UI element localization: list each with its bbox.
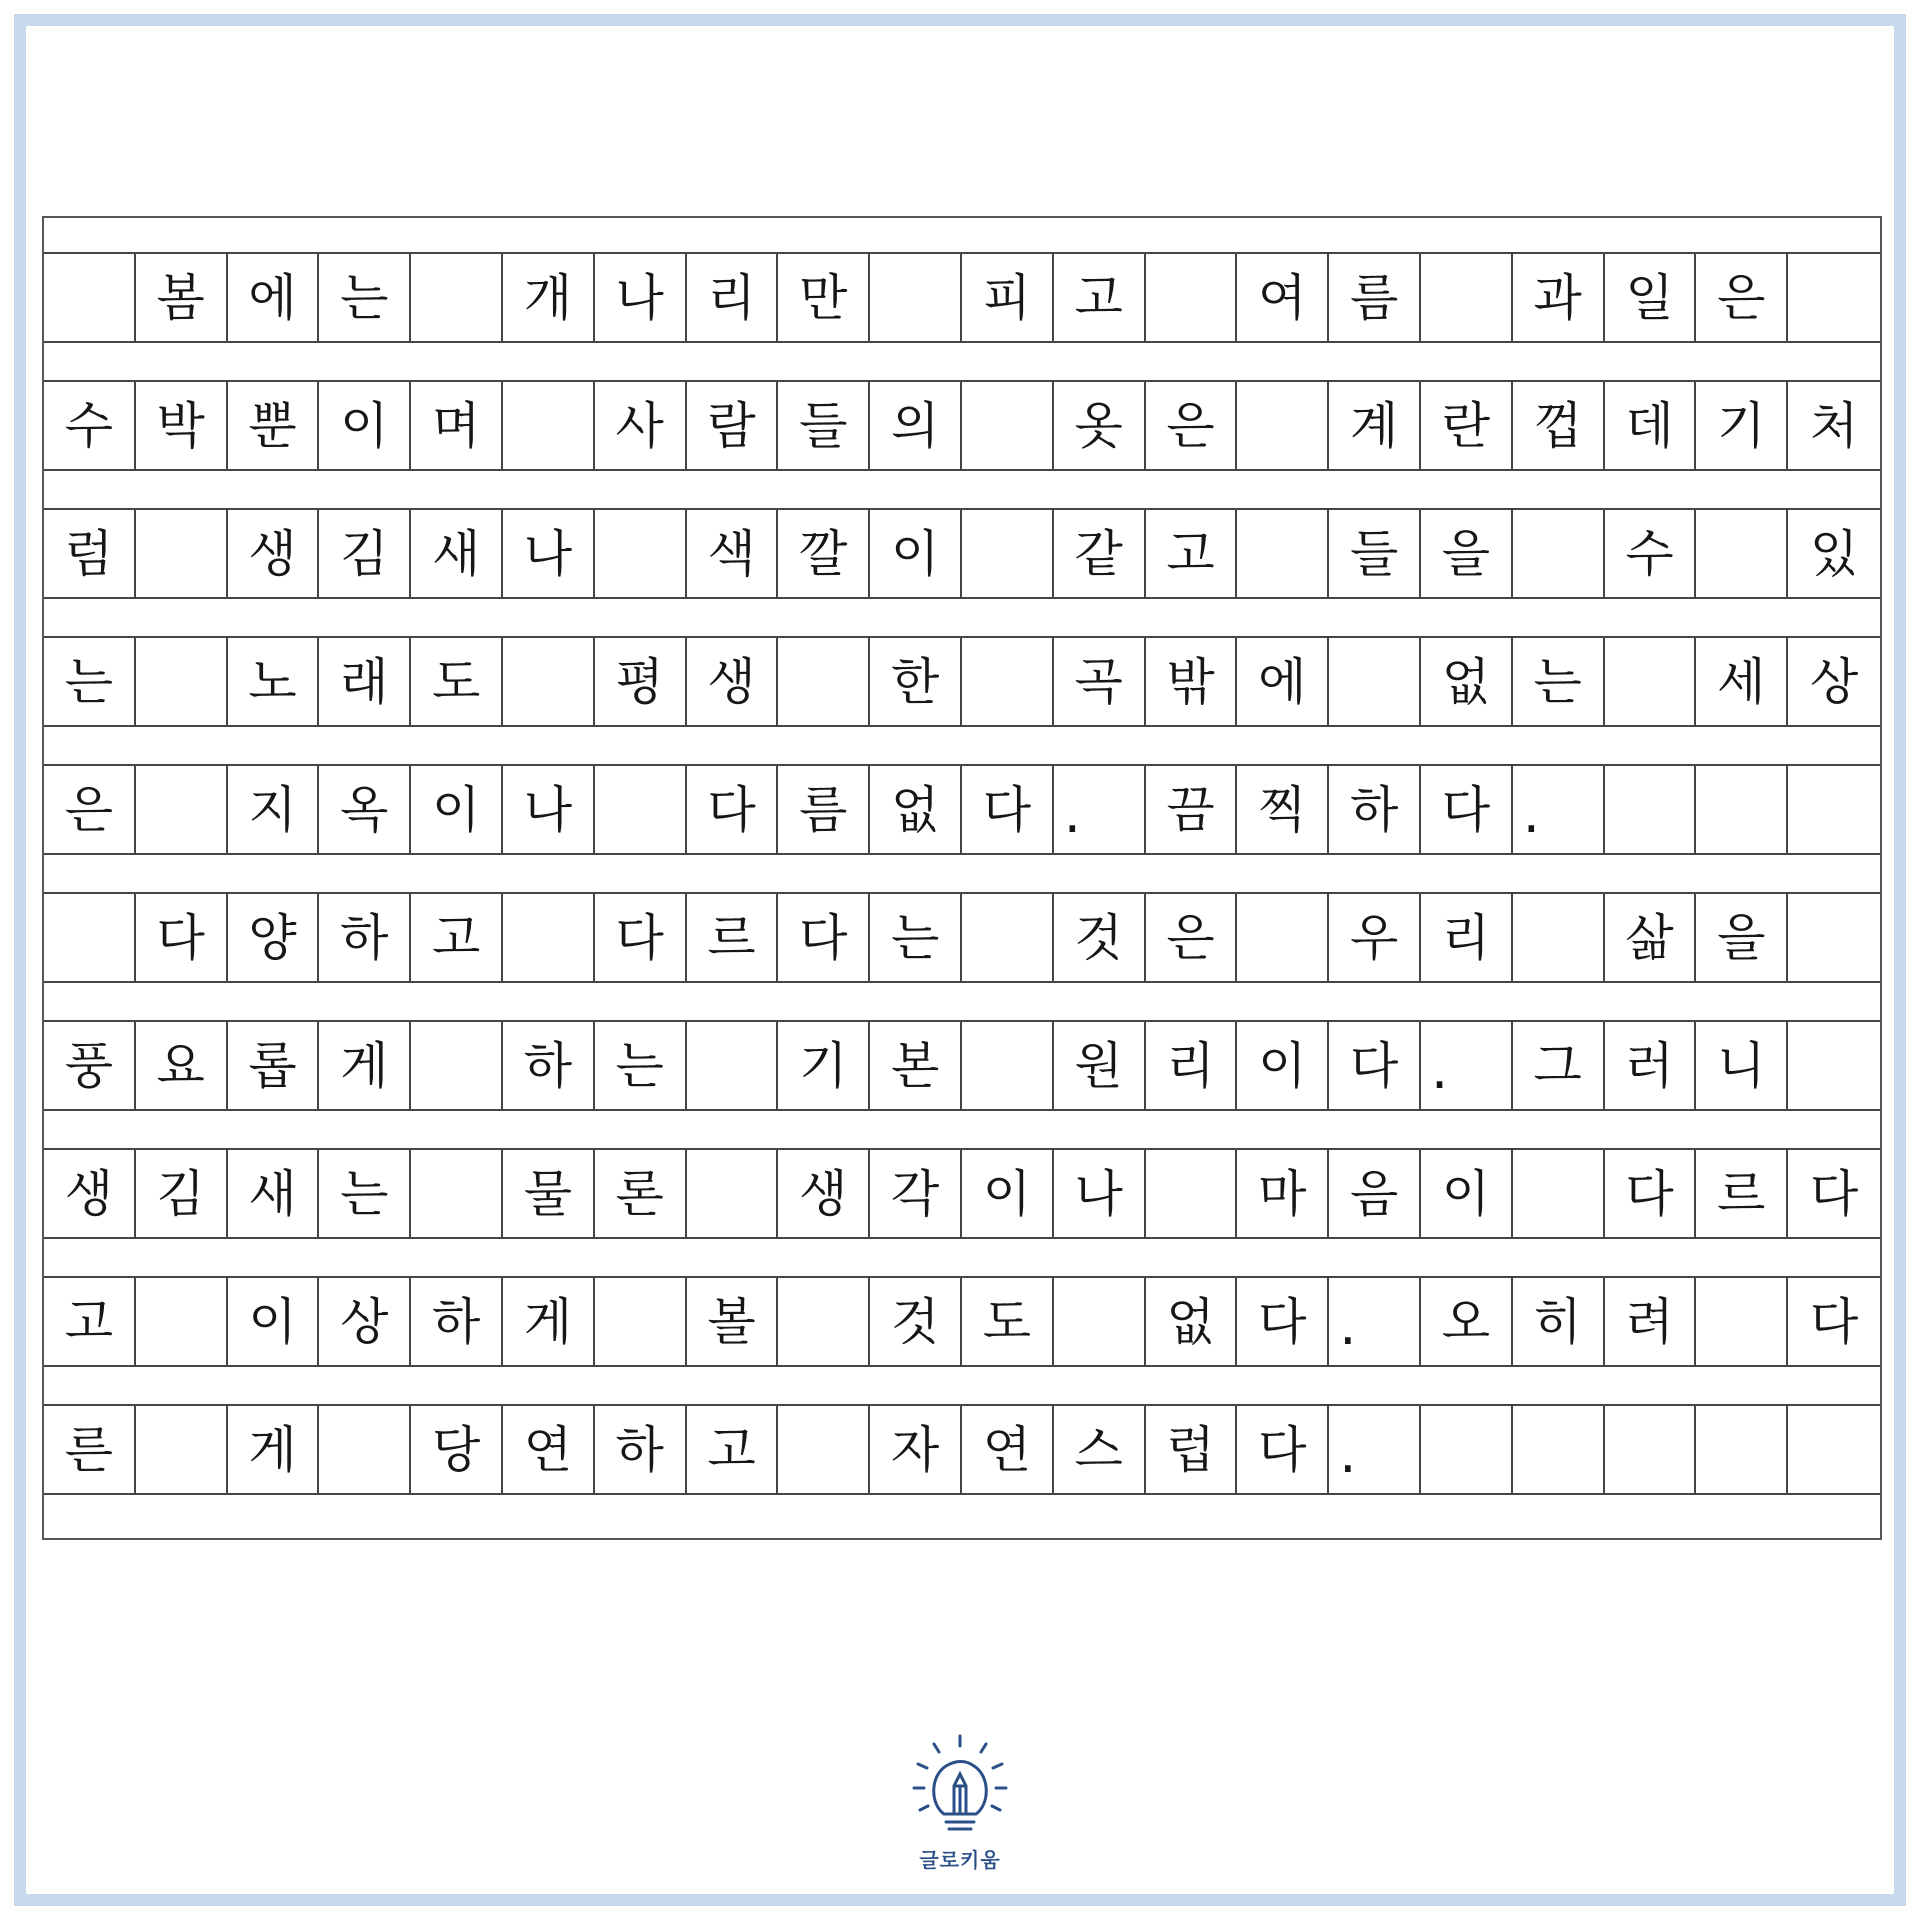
empty-grid-cell <box>503 894 595 981</box>
grid-cell: 에 <box>228 254 320 341</box>
grid-cell: 도 <box>962 1278 1054 1365</box>
grid-cell: 옥 <box>319 766 411 853</box>
grid-cell: 다 <box>1809 1292 1859 1351</box>
grid-cell: 새 <box>228 1150 320 1237</box>
grid-cell: 같 <box>1054 510 1146 597</box>
grid-cell: 상 <box>319 1278 411 1365</box>
grid-cell: 스 <box>1054 1406 1146 1493</box>
empty-grid-cell <box>411 254 503 341</box>
grid-cell: 색 <box>687 510 779 597</box>
grid-cell: 롭 <box>228 1022 320 1109</box>
grid-cell: 게 <box>503 1278 595 1365</box>
empty-grid-cell <box>1146 1150 1238 1237</box>
grid-cell: 없 <box>1146 1278 1238 1365</box>
grid-cell: 의 <box>870 382 962 469</box>
empty-grid-cell <box>136 1278 228 1365</box>
grid-cell: 한 <box>870 638 962 725</box>
grid-cell: 뿐 <box>228 382 320 469</box>
grid-cell: 봄 <box>136 254 228 341</box>
grid-cell: 끔 <box>1146 766 1238 853</box>
empty-grid-cell <box>1421 254 1513 341</box>
grid-cell: 계 <box>1329 382 1421 469</box>
grid-cell: 나 <box>503 766 595 853</box>
empty-grid-cell <box>1237 510 1329 597</box>
grid-cell: 연 <box>503 1406 595 1493</box>
grid-cell: 사 <box>595 382 687 469</box>
grid-cell: 고 <box>44 1278 136 1365</box>
grid-cell: 볼 <box>687 1278 779 1365</box>
grid-cell: 이 <box>962 1150 1054 1237</box>
empty-grid-cell <box>1513 1406 1605 1493</box>
grid-cell: 김 <box>136 1150 228 1237</box>
grid-cell: 원 <box>1054 1022 1146 1109</box>
empty-grid-cell <box>595 766 687 853</box>
grid-cell: 럼 <box>44 510 136 597</box>
grid-cell: . <box>1329 1406 1421 1493</box>
grid-cell: 찍 <box>1237 766 1329 853</box>
manuscript-row <box>44 1404 1880 1495</box>
empty-grid-cell <box>1788 1406 1880 1493</box>
grid-cell: 하 <box>595 1406 687 1493</box>
empty-grid-cell <box>1788 254 1880 341</box>
empty-grid-cell <box>319 1406 411 1493</box>
grid-cell: 수 <box>44 382 136 469</box>
grid-cell: 있 <box>1809 524 1859 583</box>
grid-cell: 생 <box>687 638 779 725</box>
empty-grid-cell <box>687 1150 779 1237</box>
empty-grid-cell <box>1054 1278 1146 1365</box>
empty-grid-cell <box>1146 254 1238 341</box>
grid-cell: 여 <box>1237 254 1329 341</box>
grid-cell: 이 <box>1237 1022 1329 1109</box>
grid-cell: 생 <box>44 1150 136 1237</box>
empty-grid-cell <box>1513 510 1605 597</box>
grid-cell: 이 <box>870 510 962 597</box>
empty-grid-cell <box>503 382 595 469</box>
grid-cell: 것 <box>870 1278 962 1365</box>
grid-cell: 는 <box>44 638 136 725</box>
empty-grid-cell <box>136 510 228 597</box>
grid-cell: 은 <box>1146 382 1238 469</box>
grid-cell: 도 <box>411 638 503 725</box>
grid-cell: 히 <box>1513 1278 1605 1365</box>
grid-cell: 럽 <box>1146 1406 1238 1493</box>
empty-grid-cell <box>1788 766 1880 853</box>
empty-grid-cell <box>44 894 136 981</box>
grid-cell: 밖 <box>1146 638 1238 725</box>
empty-grid-cell <box>503 638 595 725</box>
grid-cell: 피 <box>962 254 1054 341</box>
grid-cell: 과 <box>1513 254 1605 341</box>
manuscript-sheet <box>42 216 1882 1540</box>
grid-cell: 개 <box>503 254 595 341</box>
grid-cell: 상 <box>1809 652 1859 711</box>
grid-cell: 기 <box>778 1022 870 1109</box>
grid-cell: 이 <box>1421 1150 1513 1237</box>
empty-grid-cell <box>44 254 136 341</box>
empty-grid-cell <box>411 1022 503 1109</box>
grid-cell: 들 <box>778 382 870 469</box>
manuscript-row <box>44 252 1880 343</box>
grid-cell: 것 <box>1054 894 1146 981</box>
grid-cell: 다 <box>962 766 1054 853</box>
grid-cell: 람 <box>687 382 779 469</box>
grid-cell: 들 <box>1329 510 1421 597</box>
empty-grid-cell <box>1329 638 1421 725</box>
grid-cell: 려 <box>1605 1278 1697 1365</box>
grid-cell: . <box>1054 766 1146 853</box>
grid-cell: 평 <box>595 638 687 725</box>
grid-cell: 박 <box>136 382 228 469</box>
brand-name: 글로키움 <box>919 1848 1001 1872</box>
empty-grid-cell <box>962 1022 1054 1109</box>
grid-cell: 름 <box>778 766 870 853</box>
empty-grid-cell <box>1696 766 1788 853</box>
grid-cell: 만 <box>778 254 870 341</box>
grid-cell: 깔 <box>778 510 870 597</box>
grid-cell: . <box>1421 1022 1513 1109</box>
grid-cell: 하 <box>1329 766 1421 853</box>
grid-cell: 르 <box>1696 1150 1788 1237</box>
grid-cell: 는 <box>595 1022 687 1109</box>
empty-grid-cell <box>778 1278 870 1365</box>
grid-cell: 리 <box>1146 1022 1238 1109</box>
empty-grid-cell <box>687 1022 779 1109</box>
manuscript-row <box>44 1276 1880 1367</box>
grid-cell: 하 <box>503 1022 595 1109</box>
grid-cell: 하 <box>411 1278 503 1365</box>
grid-cell: 자 <box>870 1406 962 1493</box>
manuscript-row <box>44 1020 1880 1111</box>
grid-cell: 름 <box>1329 254 1421 341</box>
grid-cell: 옷 <box>1054 382 1146 469</box>
grid-cell: 란 <box>1421 382 1513 469</box>
lightbulb-pencil-icon <box>904 1730 1016 1842</box>
manuscript-row <box>44 380 1880 471</box>
grid-cell: 에 <box>1237 638 1329 725</box>
grid-cell: 래 <box>319 638 411 725</box>
grid-cell: 연 <box>962 1406 1054 1493</box>
empty-grid-cell <box>1605 1406 1697 1493</box>
grid-cell: 는 <box>319 1150 411 1237</box>
grid-cell: 양 <box>228 894 320 981</box>
grid-cell: 다 <box>1421 766 1513 853</box>
grid-cell: 은 <box>1696 254 1788 341</box>
grid-cell: 당 <box>411 1406 503 1493</box>
empty-grid-cell <box>962 382 1054 469</box>
empty-grid-cell <box>595 510 687 597</box>
grid-cell: 처 <box>1809 396 1859 455</box>
grid-cell: . <box>1513 766 1605 853</box>
grid-cell: 게 <box>228 1406 320 1493</box>
empty-grid-cell <box>1696 1406 1788 1493</box>
empty-grid-cell <box>962 894 1054 981</box>
grid-cell: 다 <box>595 894 687 981</box>
grid-cell: 다 <box>1809 1164 1859 1223</box>
grid-cell: 본 <box>870 1022 962 1109</box>
grid-cell: 르 <box>687 894 779 981</box>
grid-cell: 을 <box>1421 510 1513 597</box>
grid-cell: 나 <box>503 510 595 597</box>
grid-cell: 곡 <box>1054 638 1146 725</box>
grid-cell: 김 <box>319 510 411 597</box>
grid-cell: 수 <box>1605 510 1697 597</box>
grid-cell: 없 <box>1421 638 1513 725</box>
grid-cell: 니 <box>1696 1022 1788 1109</box>
grid-cell: 풍 <box>44 1022 136 1109</box>
manuscript-row <box>44 764 1880 855</box>
empty-grid-cell <box>1605 766 1697 853</box>
grid-cell: 다 <box>778 894 870 981</box>
grid-cell: 리 <box>1421 894 1513 981</box>
empty-grid-cell <box>136 1406 228 1493</box>
grid-cell: 리 <box>687 254 779 341</box>
grid-cell: 없 <box>870 766 962 853</box>
empty-grid-cell <box>595 1278 687 1365</box>
grid-cell: 다 <box>136 894 228 981</box>
grid-cell: 마 <box>1237 1150 1329 1237</box>
empty-grid-cell <box>411 1150 503 1237</box>
grid-cell: 삶 <box>1605 894 1697 981</box>
grid-cell: 을 <box>1696 894 1788 981</box>
empty-grid-cell <box>778 638 870 725</box>
manuscript-row <box>44 636 1880 727</box>
grid-cell: 음 <box>1329 1150 1421 1237</box>
grid-cell: 게 <box>319 1022 411 1109</box>
empty-grid-cell <box>1605 638 1697 725</box>
grid-cell: 고 <box>411 894 503 981</box>
grid-cell: 나 <box>595 254 687 341</box>
empty-grid-cell <box>1696 1278 1788 1365</box>
grid-cell: 각 <box>870 1150 962 1237</box>
empty-grid-cell <box>962 510 1054 597</box>
grid-cell: 이 <box>228 1278 320 1365</box>
grid-cell: 세 <box>1696 638 1788 725</box>
empty-grid-cell <box>1513 1150 1605 1237</box>
grid-cell: 는 <box>319 254 411 341</box>
grid-cell: 른 <box>44 1406 136 1493</box>
grid-cell: 고 <box>1054 254 1146 341</box>
grid-cell: 지 <box>228 766 320 853</box>
grid-cell: 껍 <box>1513 382 1605 469</box>
grid-cell: 우 <box>1329 894 1421 981</box>
grid-cell: 새 <box>411 510 503 597</box>
empty-grid-cell <box>1237 894 1329 981</box>
empty-grid-cell <box>778 1406 870 1493</box>
grid-cell: 생 <box>778 1150 870 1237</box>
manuscript-row <box>44 1148 1880 1239</box>
empty-grid-cell <box>1788 894 1880 981</box>
manuscript-row <box>44 892 1880 983</box>
grid-cell: 일 <box>1605 254 1697 341</box>
grid-cell: 고 <box>1146 510 1238 597</box>
empty-grid-cell <box>1237 382 1329 469</box>
empty-grid-cell <box>1788 1022 1880 1109</box>
grid-cell: 노 <box>228 638 320 725</box>
grid-cell: 데 <box>1605 382 1697 469</box>
manuscript-row <box>44 508 1880 599</box>
grid-cell: 다 <box>1237 1406 1329 1493</box>
grid-cell: 고 <box>687 1406 779 1493</box>
grid-cell: 다 <box>1329 1022 1421 1109</box>
grid-cell: 다 <box>1237 1278 1329 1365</box>
grid-cell: 나 <box>1054 1150 1146 1237</box>
brand-logo <box>904 1730 1016 1870</box>
grid-cell: 요 <box>136 1022 228 1109</box>
grid-cell: 은 <box>44 766 136 853</box>
grid-cell: 오 <box>1421 1278 1513 1365</box>
empty-grid-cell <box>1513 894 1605 981</box>
empty-grid-cell <box>1696 510 1788 597</box>
empty-grid-cell <box>1421 1406 1513 1493</box>
empty-grid-cell <box>870 254 962 341</box>
grid-cell: 며 <box>411 382 503 469</box>
grid-cell: 생 <box>228 510 320 597</box>
empty-grid-cell <box>962 638 1054 725</box>
grid-cell: 기 <box>1696 382 1788 469</box>
grid-cell: 러 <box>1605 1022 1697 1109</box>
grid-cell: 은 <box>1146 894 1238 981</box>
grid-cell: 하 <box>319 894 411 981</box>
grid-cell: 는 <box>1513 638 1605 725</box>
grid-cell: 그 <box>1513 1022 1605 1109</box>
grid-cell: 이 <box>319 382 411 469</box>
grid-cell: . <box>1329 1278 1421 1365</box>
grid-cell: 다 <box>687 766 779 853</box>
grid-cell: 론 <box>595 1150 687 1237</box>
grid-cell: 물 <box>503 1150 595 1237</box>
grid-cell: 는 <box>870 894 962 981</box>
empty-grid-cell <box>136 766 228 853</box>
grid-cell: 이 <box>411 766 503 853</box>
grid-cell: 다 <box>1605 1150 1697 1237</box>
empty-grid-cell <box>136 638 228 725</box>
